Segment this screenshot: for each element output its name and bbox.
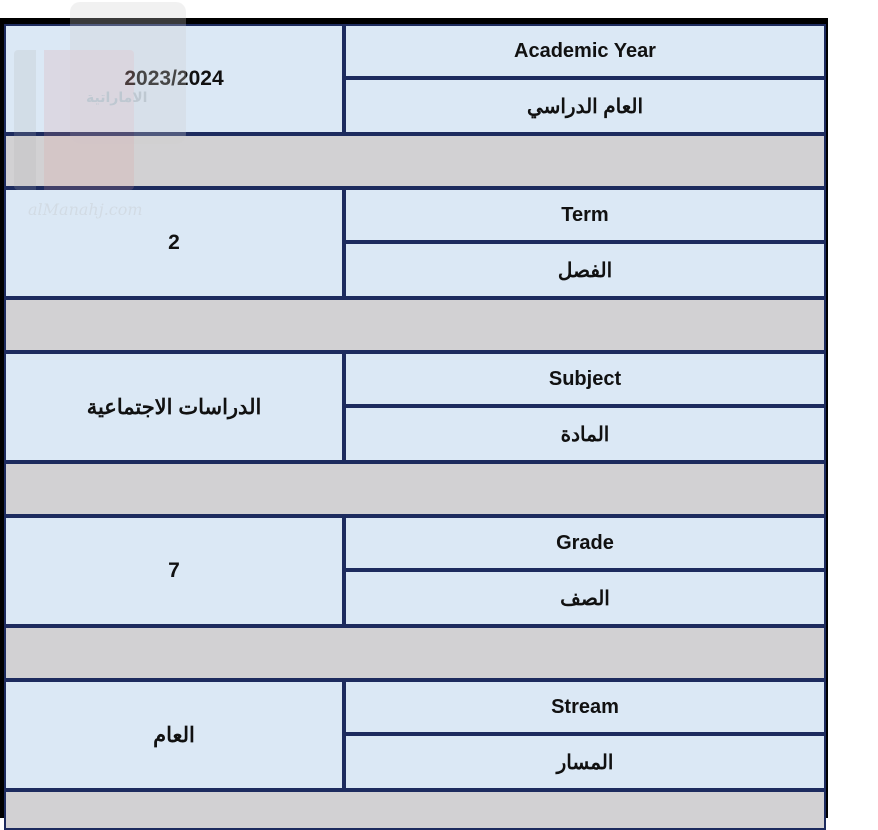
grade-value: 7 xyxy=(4,516,344,626)
row-separator xyxy=(4,462,826,516)
info-table xyxy=(0,18,828,818)
stream-label-ar: المسار xyxy=(344,734,826,790)
watermark-arabic-text: الاماراتية xyxy=(86,90,148,106)
academic-year-value: 2023/2024 xyxy=(4,24,344,134)
term-value: 2 xyxy=(4,188,344,298)
grade-label-ar: الصف xyxy=(344,570,826,626)
grade-label-en: Grade xyxy=(344,516,826,570)
stream-label-en: Stream xyxy=(344,680,826,734)
row-separator xyxy=(4,626,826,680)
academic-year-label-en: Academic Year xyxy=(344,24,826,78)
row-separator xyxy=(4,298,826,352)
term-label-en: Term xyxy=(344,188,826,242)
subject-value: الدراسات الاجتماعية xyxy=(4,352,344,462)
row-separator xyxy=(4,790,826,830)
row-separator xyxy=(4,134,826,188)
term-label-ar: الفصل xyxy=(344,242,826,298)
watermark-site-text: alManahj.com xyxy=(28,200,143,219)
stream-value: العام xyxy=(4,680,344,790)
academic-year-label-ar: العام الدراسي xyxy=(344,78,826,134)
subject-label-ar: المادة xyxy=(344,406,826,462)
subject-label-en: Subject xyxy=(344,352,826,406)
